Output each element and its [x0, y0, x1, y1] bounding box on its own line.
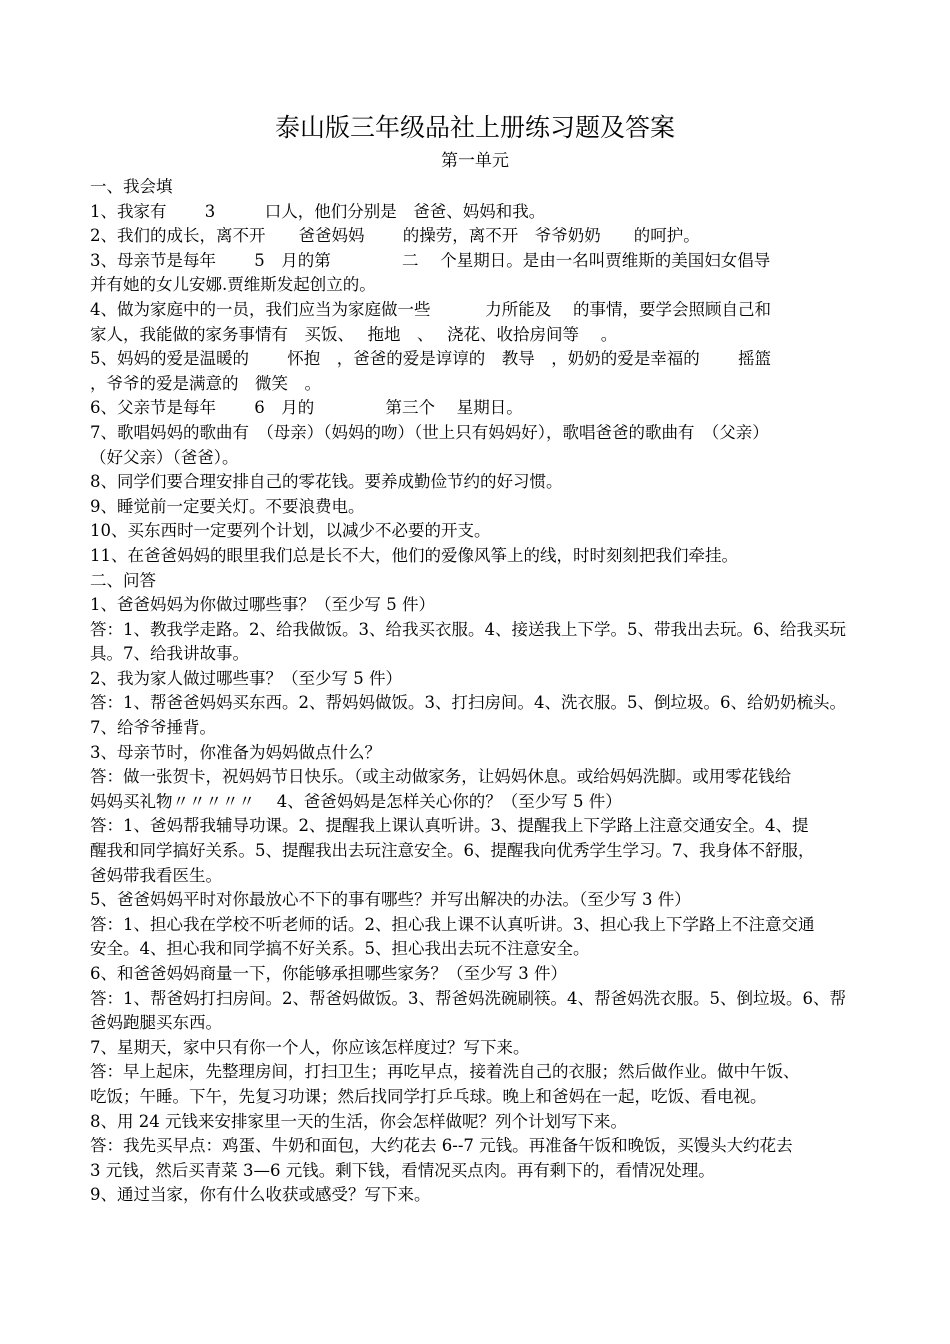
text-line: 妈妈买礼物〃〃〃〃〃 4、爸爸妈妈是怎样关心你的？（至少写 5 件） — [90, 791, 622, 811]
text-line: 1、我家有 3 口人，他们分别是 爸爸、妈妈和我。 — [90, 201, 546, 221]
text-line: 答：1、教我学走路。2、给我做饭。3、给我买衣服。4、接送我上下学。5、带我出去玩。6、给我买玩 — [90, 619, 846, 639]
text-line: 答：1、帮爸妈打扫房间。2、帮爸妈做饭。3、帮爸妈洗碗刷筷。4、帮爸妈洗衣服。5、倒垃圾。6、帮 — [90, 988, 846, 1008]
text-line: 一、我会填 — [90, 177, 173, 196]
text-line: ，爷爷的爱是满意的 微笑 。 — [90, 373, 321, 393]
text-line: 1、爸爸妈妈为你做过哪些事？（至少写 5 件） — [90, 595, 435, 615]
text-line: 2、我为家人做过哪些事？（至少写 5 件） — [90, 668, 402, 688]
text-line: 7、给爷爷捶背。 — [90, 718, 216, 738]
text-line: （好父亲）（爸爸）。 — [90, 447, 239, 467]
text-line: 醒我和同学搞好关系。5、提醒我出去玩注意安全。6、提醒我向优秀学生学习。7、我身体不舒服， — [90, 841, 815, 861]
text-line: 9、通过当家，你有什么收获或感受？写下来。 — [90, 1185, 431, 1205]
text-line: 7、歌唱妈妈的歌曲有 （母亲）（妈妈的吻）（世上只有妈妈好），歌唱爸爸的歌曲有 （父亲） — [90, 422, 769, 442]
text-line: 3、母亲节是每年 5 月的第 二 个星期日。是由一名叫贾维斯的美国妇女倡导 — [90, 250, 771, 270]
text-line: 9、睡觉前一定要关灯。不要浪费电。 — [90, 496, 365, 516]
text-line: 答：1、担心我在学校不听老师的话。2、担心我上课不认真听讲。3、担心我上下学路上不注意交通 — [90, 914, 815, 934]
text-line: 二、问答 — [90, 570, 156, 590]
text-line: 爸妈跑腿买东西。 — [90, 1013, 222, 1033]
text-line: 答：1、帮爸爸妈妈买东西。2、帮妈妈做饭。3、打扫房间。4、洗衣服。5、倒垃圾。6、给奶奶梳头。 — [90, 693, 846, 713]
document-title: 泰山版三年级品社上册练习题及答案 — [274, 113, 675, 142]
text-line: 家人，我能做的家务事情有 买饭、 拖地 、 浇花、收拾房间等 。 — [90, 324, 618, 344]
text-line: 6、父亲节是每年 6 月的 第三个 星期日。 — [90, 398, 523, 418]
text-line: 3 元钱，然后买青菜 3—6 元钱。剩下钱，看情况买点肉。再有剩下的，看情况处理。 — [90, 1160, 715, 1180]
text-line: 8、同学们要合理安排自己的零花钱。要养成勤俭节约的好习惯。 — [90, 472, 563, 492]
document-body — [90, 175, 870, 1208]
text-line: 5、妈妈的爱是温暖的 怀抱 ，爸爸的爱是谆谆的 教导 ，奶奶的爱是幸福的 摇篮 — [90, 349, 771, 369]
text-line: 吃饭；午睡。下午，先复习功课；然后找同学打乒乓球。晚上和爸妈在一起，吃饭、看电视。 — [90, 1086, 767, 1106]
text-line: 5、爸爸妈妈平时对你最放心不下的事有哪些？并写出解决的办法。（至少写 3 件） — [90, 890, 691, 910]
text-line: 并有她的女儿安娜.贾维斯发起创立的。 — [90, 275, 376, 295]
text-line: 3、母亲节时，你准备为妈妈做点什么？ — [90, 742, 381, 762]
text-line: 答：1、爸妈帮我辅导功课。2、提醒我上课认真听讲。3、提醒我上下学路上注意交通安全。4、提 — [90, 816, 809, 836]
text-line: 10、买东西时一定要列个计划，以减少不必要的开支。 — [90, 521, 491, 541]
text-line: 11、在爸爸妈妈的眼里我们总是长不大，他们的爱像风筝上的线，时时刻刻把我们牵挂。 — [90, 545, 738, 565]
text-line: 4、做为家庭中的一员，我们应当为家庭做一些 力所能及 的事情，要学会照顾自己和 — [90, 299, 771, 319]
text-line: 2、我们的成长，离不开 爸爸妈妈 的操劳，离不开 爷爷奶奶 的呵护。 — [90, 226, 700, 246]
text-line: 答：做一张贺卡，祝妈妈节日快乐。（或主动做家务，让妈妈休息。或给妈妈洗脚。或用零花钱给 — [90, 767, 792, 787]
text-line: 6、和爸爸妈妈商量一下，你能够承担哪些家务？（至少写 3 件） — [90, 964, 567, 983]
text-line: 具。7、给我讲故事。 — [90, 644, 249, 664]
text-line: 爸妈带我看医生。 — [90, 865, 222, 885]
text-line: 答：早上起床，先整理房间，打扫卫生；再吃早点，接着洗自己的衣服；然后做作业。做中午饭、 — [90, 1062, 800, 1082]
text-line: 8、用 24 元钱来安排家里一天的生活，你会怎样做呢？列个计划写下来。 — [90, 1111, 627, 1131]
text-line: 7、星期天，家中只有你一个人，你应该怎样度过？写下来。 — [90, 1037, 530, 1057]
text-line: 答：我先买早点：鸡蛋、牛奶和面包，大约花去 6--7 元钱。再准备午饭和晚饭，买馒头大约花去 — [90, 1136, 793, 1156]
text-line: 安全。4、担心我和同学搞不好关系。5、担心我出去玩不注意安全。 — [90, 939, 590, 959]
unit-heading: 第一单元 — [441, 151, 509, 171]
